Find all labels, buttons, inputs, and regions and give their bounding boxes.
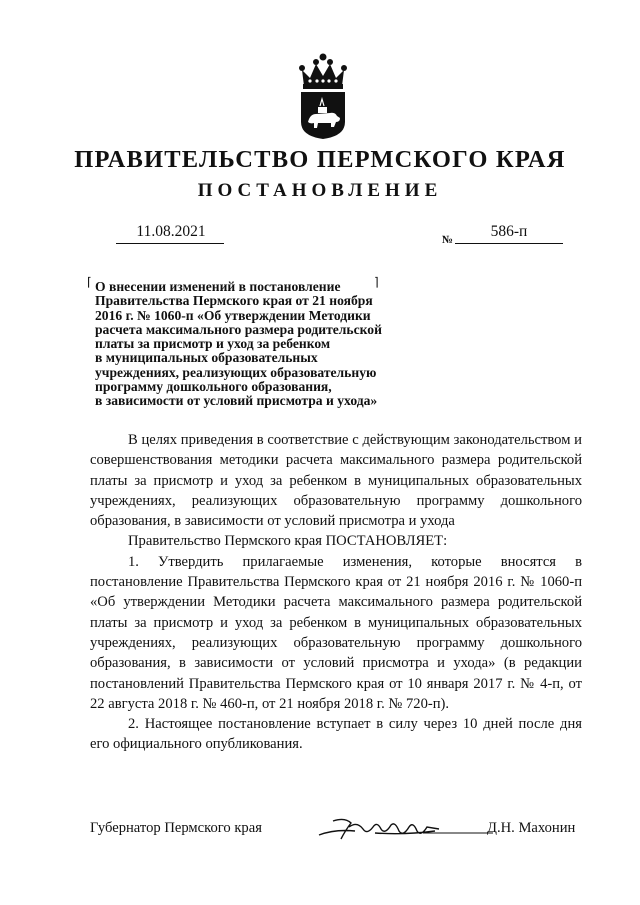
organization-title: ПРАВИТЕЛЬСТВО ПЕРМСКОГО КРАЯ bbox=[74, 146, 566, 173]
document-type: ПОСТАНОВЛЕНИЕ bbox=[197, 180, 443, 201]
item-2-paragraph: 2. Настоящее постановление вступает в силу через 10 дней после дня его официального опубликования. bbox=[90, 716, 582, 753]
signatory-name: Д.Н. Махонин bbox=[487, 820, 576, 836]
item-1-paragraph: 1. Утвердить прилагаемые изменения, которые вносятся в постановление Правительства Пермского края от 21 ноября 2016 г. № 1060-п «Об утверждении Методики расчета максимального размера родительской платы за присмотр и уход за ребенком в муниципальных образовательных учреждениях, реализующих образовательную программу дошкольного образования, в зависимости от условий присмотра и ухода» (в редакции постановлений Правительства Пермского края от 10 января 2017 г. № 4-п, от 22 августа 2018 г. № 460-п, от 21 ноября 2018 г. № 720-п). bbox=[90, 553, 582, 712]
document-subject bbox=[87, 275, 435, 409]
subject-line: в зависимости от условий присмотра и ухода» bbox=[95, 393, 378, 409]
subject-line: О внесении изменений в постановление bbox=[95, 279, 341, 294]
subject-line: в муниципальных образовательных bbox=[95, 350, 318, 366]
document-body bbox=[90, 430, 582, 755]
number-sign: № bbox=[442, 234, 454, 246]
perm-krai-coat-of-arms-icon bbox=[294, 48, 352, 140]
signatory-title: Губернатор Пермского края bbox=[90, 820, 262, 836]
subject-line: расчета максимального размера родительской bbox=[95, 321, 382, 337]
subject-line: 2016 г. № 1060-п «Об утверждении Методики bbox=[95, 307, 371, 323]
resolves-line: Правительство Пермского края ПОСТАНОВЛЯЕТ: bbox=[128, 533, 448, 550]
document-date: 11.08.2021 bbox=[136, 223, 206, 240]
subject-line: учреждениях, реализующих образовательную bbox=[95, 364, 377, 380]
preamble-paragraph: В целях приведения в соответствие с действующим законодательством и совершенствования методики расчета максимального размера родительской платы за присмотр и уход за ребенком в муниципальных образовательных учреждениях, реализующих образовательную программу дошкольного образования, в зависимости от условий присмотра и ухода bbox=[90, 432, 582, 530]
subject-line: платы за присмотр и уход за ребенком bbox=[95, 336, 331, 352]
document-number: 586-п bbox=[490, 223, 528, 240]
subject-line: программу дошкольного образования, bbox=[95, 379, 332, 395]
handwritten-signature bbox=[315, 813, 495, 843]
corner-mark-right: ⌉ bbox=[374, 275, 379, 289]
date-underline bbox=[116, 243, 224, 244]
corner-mark-left: ⌈ bbox=[87, 275, 92, 289]
subject-line: Правительства Пермского края от 21 ноября bbox=[95, 293, 373, 309]
number-underline bbox=[455, 243, 563, 244]
